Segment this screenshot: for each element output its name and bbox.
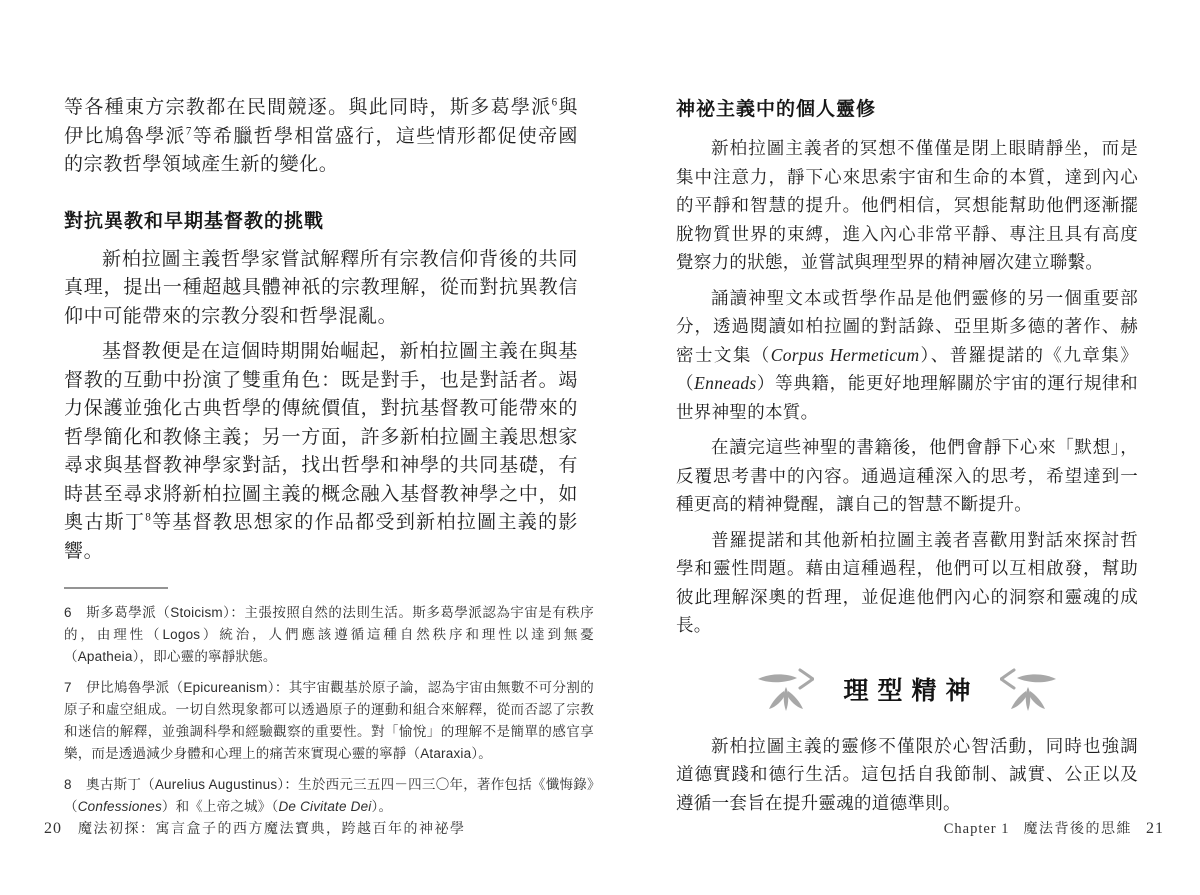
body-paragraph (676, 284, 1138, 427)
work-title-latin: Corpus Hermeticum (770, 344, 920, 365)
paragraph-text: ）等典籍，能更好地理解關於宇宙的運行規律和世界神聖的本質。 (676, 373, 1138, 422)
page-number: 21 (1146, 820, 1164, 837)
section-title-text: 理型精神 (843, 677, 980, 705)
work-title-latin: Enneads (694, 373, 757, 393)
body-paragraph: 新柏拉圖主義者的冥想不僅僅是閉上眼睛靜坐，而是集中注意力，靜下心來思索宇宙和生命的本質，達到內心的平靜和智慧的提升。他們相信，冥想能幫助他們逐漸擺脫物質世界的束縛，進入內心非常平靜、專注且具有高度覺察力的狀態，並嘗試與理型界的精神層次建立聯繫。 (676, 138, 1138, 272)
paragraph-text: 等希臘哲學相當盛行，這些情形都促使帝國的宗教哲學領域產生新的變化。 (64, 125, 578, 175)
footnote-number: 7 (64, 680, 72, 695)
body-paragraph-continuation (64, 94, 578, 180)
paragraph-text: 等基督教思想家的作品都受到新柏拉圖主義的影響。 (64, 512, 578, 562)
section-heading: 對抗異教和早期基督教的挑戰 (64, 210, 325, 232)
footnote-number: 8 (64, 777, 72, 792)
chapter-label: Chapter 1 (943, 821, 1010, 837)
chapter-title-runner: 魔法背後的思維 (1023, 822, 1132, 837)
left-page (64, 94, 594, 827)
paragraph-text: 與伊比鳩魯學派 (64, 97, 578, 147)
fleur-ornament-right-icon (1000, 666, 1058, 712)
footnote-ref-7: 7 (185, 125, 192, 138)
body-paragraph: 新柏拉圖主義的靈修不僅限於心智活動，同時也強調道德實踐和德行生活。這包括自我節制、誠實、公正以及遵循一套旨在提升靈魂的道德準則。 (676, 735, 1138, 813)
fleur-ornament-left-icon (756, 666, 814, 712)
footnote-7 (64, 677, 594, 765)
paragraph-text: ）、普羅提諾的《九章集》（ (676, 344, 1138, 393)
footnote-ref-6: 6 (551, 96, 558, 109)
book-title-runner: 魔法初探：寓言盒子的西方魔法寶典，跨越百年的神祕學 (78, 822, 466, 837)
page-number: 20 (44, 820, 62, 837)
body-paragraph: 新柏拉圖主義哲學家嘗試解釋所有宗教信仰背後的共同真理，提出一種超越具體神祇的宗教理解，從而對抗異教信仰中可能帶來的宗教分裂和哲學混亂。 (64, 248, 578, 327)
right-running-footer (944, 818, 1164, 838)
footnote-block (64, 602, 594, 818)
footnote-ref-8: 8 (145, 511, 152, 524)
footnote-work-title: Confessiones (77, 799, 162, 814)
footnote-6 (64, 602, 594, 668)
body-paragraph: 在讀完這些神聖的書籍後，他們會靜下心來「默想」，反覆思考書中的內容。通過這種深入的思考，希望達到一種更高的精神覺醒，讓自己的智慧不斷提升。 (676, 437, 1138, 514)
section-heading: 神祕主義中的個人靈修 (676, 99, 877, 120)
right-page (676, 94, 1138, 817)
footnote-number: 6 (64, 605, 72, 620)
footnote-text: 斯多葛學派（Stoicism）：主張按照自然的法則生活。斯多葛學派認為宇宙是有秩序的，由理性（Logos）統治，人們應該遵循這種自然秩序和理性以達到無憂（Apatheia），即心靈的寧靜狀態。 (64, 605, 594, 664)
footnote-text: 奧古斯丁（Aurelius Augustinus）：生於西元三五四－四三〇年，著作包括《懺悔錄》（ (64, 777, 594, 814)
footnote-text: ）和《上帝之城》（ (161, 799, 279, 814)
decorated-section-title (676, 666, 1138, 712)
footnote-text: ）。 (371, 799, 393, 814)
paragraph-text: 基督教便是在這個時期開始崛起，新柏拉圖主義在與基督教的互動中扮演了雙重角色：既是對手，也是對話者。竭力保護並強化古典哲學的傳統價值，對抗基督教可能帶來的哲學簡化和教條主義；另一方面，許多新柏拉圖主義思想家尋求與基督教神學家對話，找出哲學和神學的共同基礎，有時甚至尋求將新柏拉圖主義的概念融入基督教神學之中，如奧古斯丁 (64, 341, 578, 533)
body-paragraph: 普羅提諾和其他新柏拉圖主義者喜歡用對話來探討哲學和靈性問題。藉由這種過程，他們可以互相啟發，幫助彼此理解深奧的哲理，並促進他們內心的洞察和靈魂的成長。 (676, 529, 1138, 635)
footnote-work-title: De Civitate Dei (278, 799, 372, 814)
body-paragraph (64, 338, 578, 566)
paragraph-text: 等各種東方宗教都在民間競逐。與此同時，斯多葛學派 (64, 97, 552, 118)
footnote-8 (64, 774, 594, 818)
paragraph-text: 誦讀神聖文本或哲學作品是他們靈修的另一個重要部分，透過閱讀如柏拉圖的對話錄、亞里斯多德的著作、赫密士文集（ (676, 287, 1138, 365)
left-running-footer (44, 818, 466, 838)
footnote-text: 伊比鳩魯學派（Epicureanism）：其宇宙觀基於原子論，認為宇宙由無數不可分割的原子和虛空組成。一切自然現象都可以透過原子的運動和組合來解釋，從而否認了宗教和迷信的解釋，並強調科學和經驗觀察的重要性。對「愉悅」的理解不是簡單的感官享樂，而是透過減少身體和心理上的痛苦來實現心靈的寧靜（Ataraxia）。 (64, 680, 594, 761)
footnote-divider (64, 587, 168, 589)
